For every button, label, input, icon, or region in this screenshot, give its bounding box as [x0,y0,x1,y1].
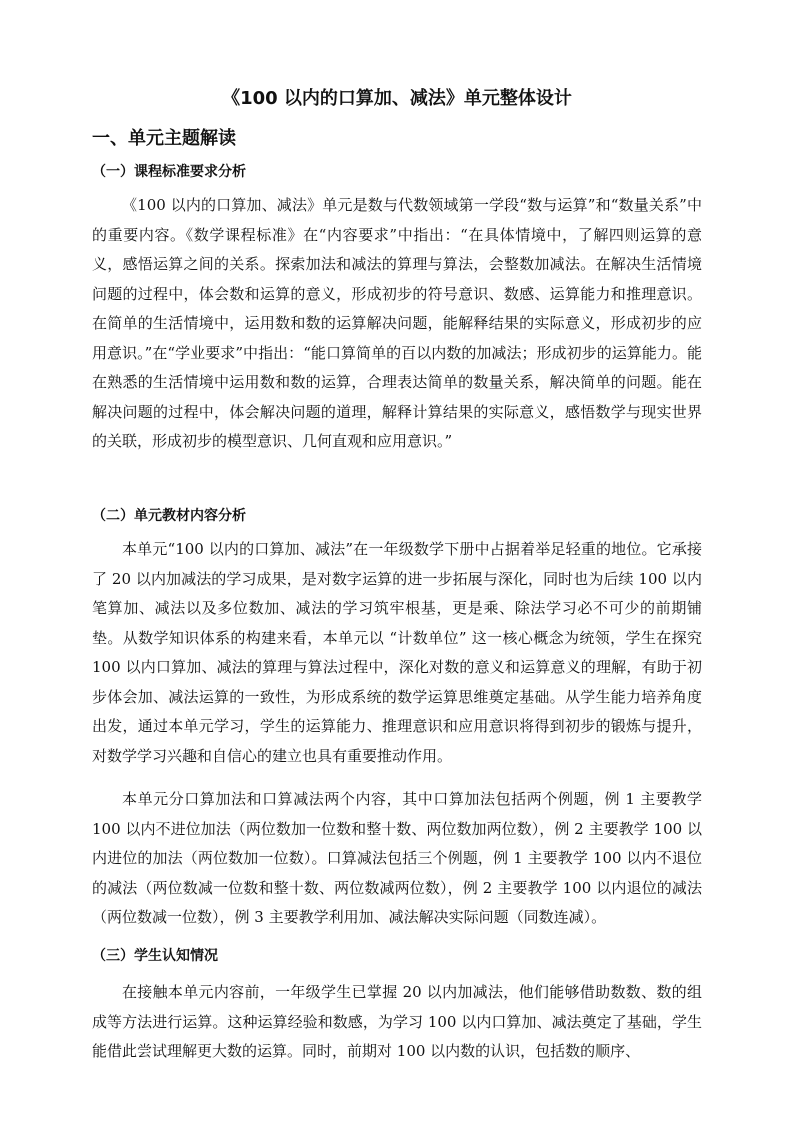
paragraph-student-cognition: 在接触本单元内容前，一年级学生已掌握 20 以内加减法，他们能够借助数数、数的组成等方法进行运算。这种运算经验和数感，为学习 100 以内口算加、减法奠定了基础，学生能借此尝试理解更大数的运算。同时，前期对 100 以内数的认识，包括数的顺序、 [92,983,702,1060]
subsection-heading-curriculum-standard: （一）课程标准要求分析 [92,164,246,180]
subsection-heading-textbook-content: （二）单元教材内容分析 [92,508,246,524]
section-heading-unit-theme: 一、单元主题解读 [92,128,236,149]
document-title: 《100 以内的口算加、减法》单元整体设计 [222,88,572,109]
paragraph-textbook-content-1: 本单元“100 以内的口算加、减法”在一年级数学下册中占据着举足轻重的地位。它承接了 20 以内加减法的学习成果，是对数字运算的进一步拓展与深化，同时也为后续 100 以内笔算加、减法以及多位数加、减法的学习筑牢根基，更是乘、除法学习必不可少的前期铺垫。从数学知识体系的构建来看，本单元以 “计数单位” 这一核心概念为统领，学生在探究 100 以内口算加、减法的算理与算法过程中，深化对数的意义和运算意义的理解，有助于初步体会加、减法运算的一致性，为形成系统的数学运算思维奠定基础。从学生能力培养角度出发，通过本单元学习，学生的运算能力、推理意识和应用意识将得到初步的锻炼与提升，对数学学习兴趣和自信心的建立也具有重要推动作用。 [92,540,702,765]
paragraph-textbook-content-2: 本单元分口算加法和口算减法两个内容，其中口算加法包括两个例题，例 1 主要教学 100 以内不进位加法（两位数加一位数和整十数、两位数加两位数），例 2 主要教学 100 以内进位的加法（两位数加一位数）。口算减法包括三个例题，例 1 主要教学 100 以内不退位的减法（两位数减一位数和整十数、两位数减两位数），例 2 主要教学 100 以内退位的减法（两位数减一位数），例 3 主要教学利用加、减法解决实际问题（同数连减）。 [92,790,702,926]
paragraph-curriculum-standard: 《100 以内的口算加、减法》单元是数与代数领域第一学段“数与运算”和“数量关系”中的重要内容。《数学课程标准》在“内容要求”中指出：“在具体情境中，了解四则运算的意义，感悟运算之间的关系。探索加法和减法的算理与算法，会整数加减法。在解决生活情境问题的过程中，体会数和运算的意义，形成初步的符号意识、数感、运算能力和推理意识。在简单的生活情境中，运用数和数的运算解决问题，能解释结果的实际意义，形成初步的应用意识。”在“学业要求”中指出：“能口算简单的百以内数的加减法；形成初步的运算能力。能在熟悉的生活情境中运用数和数的运算，合理表达简单的数量关系，解决简单的问题。能在解决问题的过程中，体会解决问题的道理，解释计算结果的实际意义，感悟数学与现实世界的关联，形成初步的模型意识、几何直观和应用意识。” [92,196,702,450]
subsection-heading-student-cognition: （三）学生认知情况 [92,948,218,964]
